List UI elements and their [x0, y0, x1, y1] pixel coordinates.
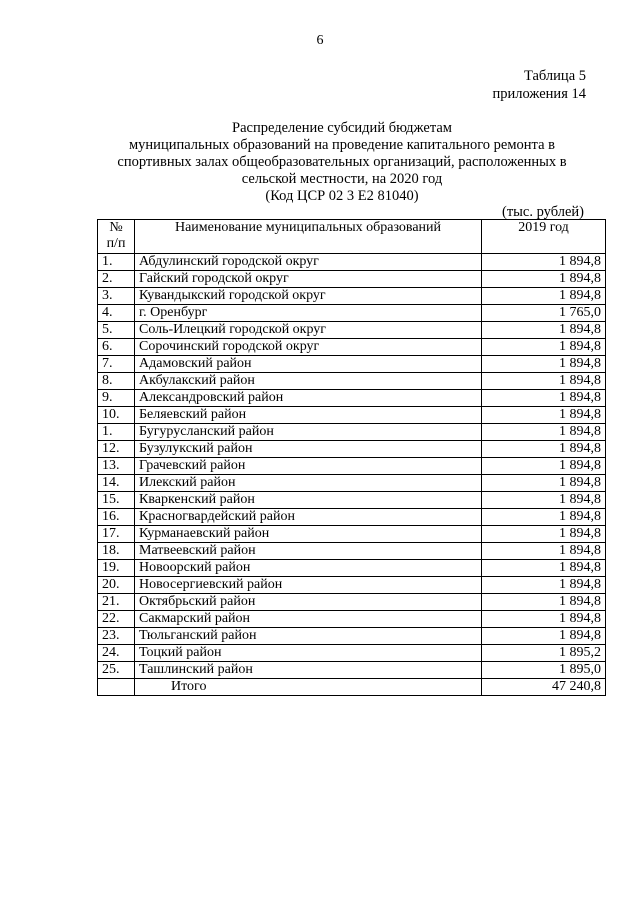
- table-row: [98, 509, 606, 526]
- row-value: 1 894,8: [482, 594, 606, 611]
- row-name: Курманаевский район: [135, 526, 482, 543]
- annex-reference: [493, 67, 586, 103]
- row-number: 16.: [98, 509, 135, 526]
- row-name: Тоцкий район: [135, 645, 482, 662]
- row-value: 1 894,8: [482, 254, 606, 271]
- total-row: [98, 679, 606, 696]
- row-number: 17.: [98, 526, 135, 543]
- row-number: 20.: [98, 577, 135, 594]
- table-row: [98, 594, 606, 611]
- row-value: 1 894,8: [482, 509, 606, 526]
- header-number-symbol: №: [109, 220, 123, 235]
- row-number: 9.: [98, 390, 135, 407]
- row-name: Бугурусланский район: [135, 424, 482, 441]
- row-number: 19.: [98, 560, 135, 577]
- header-number: [98, 220, 135, 254]
- table-row: [98, 628, 606, 645]
- row-value: 1 894,8: [482, 441, 606, 458]
- row-name: Октябрьский район: [135, 594, 482, 611]
- table-row: [98, 441, 606, 458]
- table-row: [98, 407, 606, 424]
- row-value: 1 894,8: [482, 288, 606, 305]
- row-number: 12.: [98, 441, 135, 458]
- title-line-1: Распределение субсидий бюджетам: [232, 120, 452, 136]
- row-value: 1 895,0: [482, 662, 606, 679]
- row-number: 6.: [98, 339, 135, 356]
- row-value: 1 894,8: [482, 492, 606, 509]
- row-value: 1 894,8: [482, 560, 606, 577]
- table-row: [98, 611, 606, 628]
- table-row: [98, 373, 606, 390]
- subsidy-table: [97, 219, 606, 696]
- total-label: Итого: [135, 679, 482, 696]
- row-number: 22.: [98, 611, 135, 628]
- row-value: 1 894,8: [482, 271, 606, 288]
- row-number: 5.: [98, 322, 135, 339]
- table-header-row: [98, 220, 606, 254]
- row-number: 3.: [98, 288, 135, 305]
- row-name: Кваркенский район: [135, 492, 482, 509]
- annex-appendix-label: приложения 14: [492, 86, 586, 102]
- row-number: 4.: [98, 305, 135, 322]
- row-value: 1 894,8: [482, 356, 606, 373]
- row-name: Кувандыкский городской округ: [135, 288, 482, 305]
- row-name: Илекский район: [135, 475, 482, 492]
- row-name: Гайский городской округ: [135, 271, 482, 288]
- row-value: 1 894,8: [482, 526, 606, 543]
- row-number: 13.: [98, 458, 135, 475]
- row-number: 24.: [98, 645, 135, 662]
- row-name: Соль-Илецкий городской округ: [135, 322, 482, 339]
- table-row: [98, 424, 606, 441]
- row-number: 18.: [98, 543, 135, 560]
- units-label: (тыс. рублей): [502, 204, 584, 220]
- row-value: 1 895,2: [482, 645, 606, 662]
- header-value: 2019 год: [482, 220, 606, 254]
- row-number: 23.: [98, 628, 135, 645]
- annex-table-label: Таблица 5: [523, 68, 586, 84]
- row-value: 1 894,8: [482, 611, 606, 628]
- row-name: Новоорский район: [135, 560, 482, 577]
- title-code: (Код ЦСР 02 3 E2 81040): [265, 188, 419, 204]
- table-row: [98, 356, 606, 373]
- row-name: Александровский район: [135, 390, 482, 407]
- row-name: Бузулукский район: [135, 441, 482, 458]
- table-row: [98, 662, 606, 679]
- row-name: Ташлинский район: [135, 662, 482, 679]
- row-number: 15.: [98, 492, 135, 509]
- row-value: 1 894,8: [482, 424, 606, 441]
- document-title: [98, 120, 586, 205]
- table-row: [98, 526, 606, 543]
- row-number: 8.: [98, 373, 135, 390]
- table-row: [98, 322, 606, 339]
- row-name: Акбулакский район: [135, 373, 482, 390]
- row-value: 1 894,8: [482, 373, 606, 390]
- row-value: 1 894,8: [482, 407, 606, 424]
- header-number-abbrev: п/п: [106, 236, 126, 251]
- total-number-cell: [98, 679, 135, 696]
- row-name: г. Оренбург: [135, 305, 482, 322]
- row-name: Красногвардейский район: [135, 509, 482, 526]
- row-value: 1 894,8: [482, 390, 606, 407]
- row-name: Абдулинский городской округ: [135, 254, 482, 271]
- table-row: [98, 577, 606, 594]
- table-row: [98, 492, 606, 509]
- row-name: Матвеевский район: [135, 543, 482, 560]
- table-row: [98, 645, 606, 662]
- row-value: 1 894,8: [482, 543, 606, 560]
- row-value: 1 765,0: [482, 305, 606, 322]
- row-name: Грачевский район: [135, 458, 482, 475]
- table-row: [98, 458, 606, 475]
- title-line-3: спортивных залах общеобразовательных организаций, расположенных в: [117, 154, 567, 170]
- row-name: Новосергиевский район: [135, 577, 482, 594]
- row-number: 21.: [98, 594, 135, 611]
- row-name: Сакмарский район: [135, 611, 482, 628]
- row-number: 1.: [98, 254, 135, 271]
- title-line-2: муниципальных образований на проведение капитального ремонта в: [129, 137, 555, 153]
- table-row: [98, 543, 606, 560]
- row-value: 1 894,8: [482, 322, 606, 339]
- page-number: 6: [316, 33, 324, 48]
- row-name: Беляевский район: [135, 407, 482, 424]
- row-number: 10.: [98, 407, 135, 424]
- row-name: Сорочинский городской округ: [135, 339, 482, 356]
- table-row: [98, 560, 606, 577]
- row-number: 7.: [98, 356, 135, 373]
- header-name: Наименование муниципальных образований: [135, 220, 482, 254]
- row-number: 1.: [98, 424, 135, 441]
- table-row: [98, 305, 606, 322]
- table-row: [98, 271, 606, 288]
- row-value: 1 894,8: [482, 475, 606, 492]
- row-value: 1 894,8: [482, 577, 606, 594]
- title-line-4: сельской местности, на 2020 год: [241, 171, 443, 187]
- row-name: Адамовский район: [135, 356, 482, 373]
- row-value: 1 894,8: [482, 458, 606, 475]
- row-number: 25.: [98, 662, 135, 679]
- row-number: 14.: [98, 475, 135, 492]
- total-value: 47 240,8: [482, 679, 606, 696]
- row-value: 1 894,8: [482, 339, 606, 356]
- table-row: [98, 475, 606, 492]
- row-name: Тюльганский район: [135, 628, 482, 645]
- table-row: [98, 390, 606, 407]
- table-row: [98, 339, 606, 356]
- table-row: [98, 254, 606, 271]
- row-number: 2.: [98, 271, 135, 288]
- table-row: [98, 288, 606, 305]
- row-value: 1 894,8: [482, 628, 606, 645]
